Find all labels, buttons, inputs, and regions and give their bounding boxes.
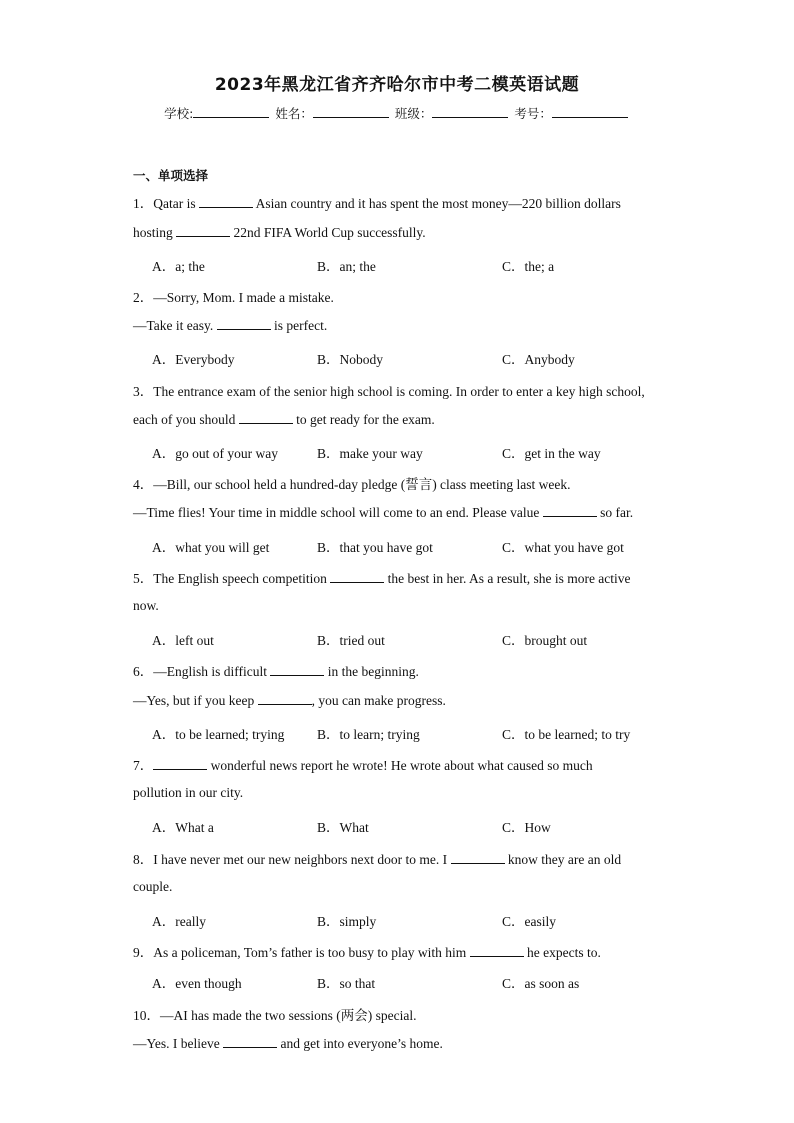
option-a[interactable]: A．go out of your way <box>152 446 278 461</box>
question-text: now. <box>133 598 159 613</box>
question-text: , you can make progress. <box>311 693 446 708</box>
question-text: —Time flies! Your time in middle school will come to an end. Please value <box>133 505 543 520</box>
question-7-line-1 <box>133 754 593 774</box>
question-8-line-1 <box>133 848 621 868</box>
question-text: 22nd FIFA World Cup successfully. <box>230 225 426 240</box>
question-10-line-2 <box>133 1035 443 1052</box>
question-2-line-1 <box>133 286 334 306</box>
question-number: 3． <box>133 384 154 399</box>
question-text: —English is difficult <box>153 664 271 679</box>
question-text: The English speech competition <box>153 571 331 586</box>
question-text: Qatar is <box>153 196 199 211</box>
question-text: he expects to. <box>523 945 601 960</box>
answer-blank[interactable] <box>258 692 312 705</box>
question-5-line-2 <box>133 598 159 614</box>
question-text: pollution in our city. <box>133 785 244 800</box>
class-blank <box>432 104 508 118</box>
question-text: —Take it easy. <box>133 318 217 333</box>
question-number: 6． <box>133 664 154 679</box>
option-b[interactable]: B．an; the <box>317 259 376 274</box>
question-1-options <box>152 255 712 273</box>
option-a[interactable]: A．Everybody <box>152 352 235 367</box>
question-text: —AI has made the two sessions (两会) special. <box>160 1008 417 1023</box>
option-b[interactable]: B．to learn; trying <box>317 727 420 742</box>
school-blank <box>193 104 269 118</box>
option-a[interactable]: A．what you will get <box>152 540 270 555</box>
option-a[interactable]: A．What a <box>152 820 214 835</box>
option-c[interactable]: C．what you have got <box>502 540 624 555</box>
question-text: I have never met our new neighbors next door to me. I <box>153 852 451 867</box>
question-text: hosting <box>133 225 177 240</box>
question-text: The entrance exam of the senior high school is coming. In order to enter a key high school, <box>153 384 645 399</box>
option-c[interactable]: C．easily <box>502 914 556 929</box>
answer-blank[interactable] <box>470 944 524 957</box>
question-8-options <box>152 910 712 928</box>
question-text: —Yes, but if you keep <box>133 693 258 708</box>
question-7-line-2 <box>133 785 243 801</box>
question-text: Asian country and it has spent the most money—220 billion dollars <box>252 196 621 211</box>
question-text: in the beginning. <box>324 664 419 679</box>
name-blank <box>313 104 389 118</box>
question-text: so far. <box>596 505 634 520</box>
option-b[interactable]: B．tried out <box>317 633 385 648</box>
question-text: know they are an old <box>504 852 622 867</box>
school-label: 学校: <box>164 106 194 121</box>
answer-blank[interactable] <box>451 851 505 864</box>
question-number: 8． <box>133 852 154 867</box>
option-b[interactable]: B．make your way <box>317 446 423 461</box>
answer-blank[interactable] <box>239 411 293 424</box>
question-text: wonderful news report he wrote! He wrote about what caused so much <box>207 758 593 773</box>
question-text: and get into everyone’s home. <box>277 1036 443 1051</box>
number-label: 考号： <box>514 106 552 121</box>
option-b[interactable]: B．Nobody <box>317 352 384 367</box>
number-blank <box>552 104 628 118</box>
answer-blank[interactable] <box>153 757 207 770</box>
question-text: —Sorry, Mom. I made a mistake. <box>153 290 334 305</box>
question-1-line-2 <box>133 224 426 241</box>
question-text: couple. <box>133 879 173 894</box>
question-text: each of you should <box>133 412 239 427</box>
question-number: 10． <box>133 1008 160 1023</box>
option-c[interactable]: C．as soon as <box>502 976 580 991</box>
option-c[interactable]: C．brought out <box>502 633 588 648</box>
option-b[interactable]: B．simply <box>317 914 377 929</box>
question-5-options <box>152 629 712 647</box>
answer-blank[interactable] <box>543 504 597 517</box>
option-c[interactable]: C．get in the way <box>502 446 601 461</box>
class-label: 班级： <box>394 106 433 121</box>
option-c[interactable]: C．Anybody <box>502 352 575 367</box>
answer-blank[interactable] <box>176 224 230 237</box>
name-label: 姓名： <box>275 106 313 121</box>
question-3-line-2 <box>133 411 435 428</box>
question-9-line-1 <box>133 941 601 961</box>
question-4-options <box>152 536 712 554</box>
question-text: As a policeman, Tom’s father is too busy to play with him <box>153 945 470 960</box>
question-text: —Bill, our school held a hundred-day pledge (誓言) class meeting last week. <box>153 477 571 492</box>
question-text: the best in her. As a result, she is more active <box>384 571 631 586</box>
question-6-line-1 <box>133 660 419 680</box>
question-9-options <box>152 972 712 990</box>
question-1-line-1 <box>133 192 621 212</box>
question-7-options <box>152 816 712 834</box>
option-c[interactable]: C．the; a <box>502 259 555 274</box>
question-number: 7． <box>133 758 154 773</box>
option-b[interactable]: B．that you have got <box>317 540 433 555</box>
question-number: 5． <box>133 571 154 586</box>
question-3-options <box>152 442 712 460</box>
exam-title: 2023年黑龙江省齐齐哈尔市中考二模英语试题 <box>214 75 580 95</box>
question-6-options <box>152 723 712 741</box>
answer-blank[interactable] <box>223 1035 277 1048</box>
question-10-line-1 <box>133 1004 416 1024</box>
question-5-line-1 <box>133 567 631 587</box>
option-a[interactable]: A．a; the <box>152 259 205 274</box>
answer-blank[interactable] <box>199 195 253 208</box>
question-2-options <box>152 348 712 366</box>
question-4-line-1 <box>133 473 571 493</box>
option-c[interactable]: C．to be learned; to try <box>502 727 631 742</box>
question-text: —Yes. I believe <box>133 1036 224 1051</box>
answer-blank[interactable] <box>270 663 324 676</box>
option-a[interactable]: A．to be learned; trying <box>152 727 285 742</box>
option-c[interactable]: C．How <box>502 820 551 835</box>
question-text: to get ready for the exam. <box>292 412 435 427</box>
answer-blank[interactable] <box>217 317 271 330</box>
question-number: 1． <box>133 196 154 211</box>
student-info-line <box>0 104 794 122</box>
question-number: 4． <box>133 477 154 492</box>
question-2-line-2 <box>133 317 327 334</box>
question-text: is perfect. <box>270 318 328 333</box>
section-heading: 一、单项选择 <box>133 168 209 183</box>
option-a[interactable]: A．really <box>152 914 206 929</box>
option-b[interactable]: B．so that <box>317 976 376 991</box>
option-b[interactable]: B．What <box>317 820 369 835</box>
question-8-line-2 <box>133 879 172 895</box>
option-a[interactable]: A．even though <box>152 976 242 991</box>
question-6-line-2 <box>133 692 446 709</box>
question-3-line-1 <box>133 380 645 400</box>
question-number: 2． <box>133 290 154 305</box>
question-4-line-2 <box>133 504 633 521</box>
answer-blank[interactable] <box>330 570 384 583</box>
question-number: 9． <box>133 945 154 960</box>
option-a[interactable]: A．left out <box>152 633 214 648</box>
